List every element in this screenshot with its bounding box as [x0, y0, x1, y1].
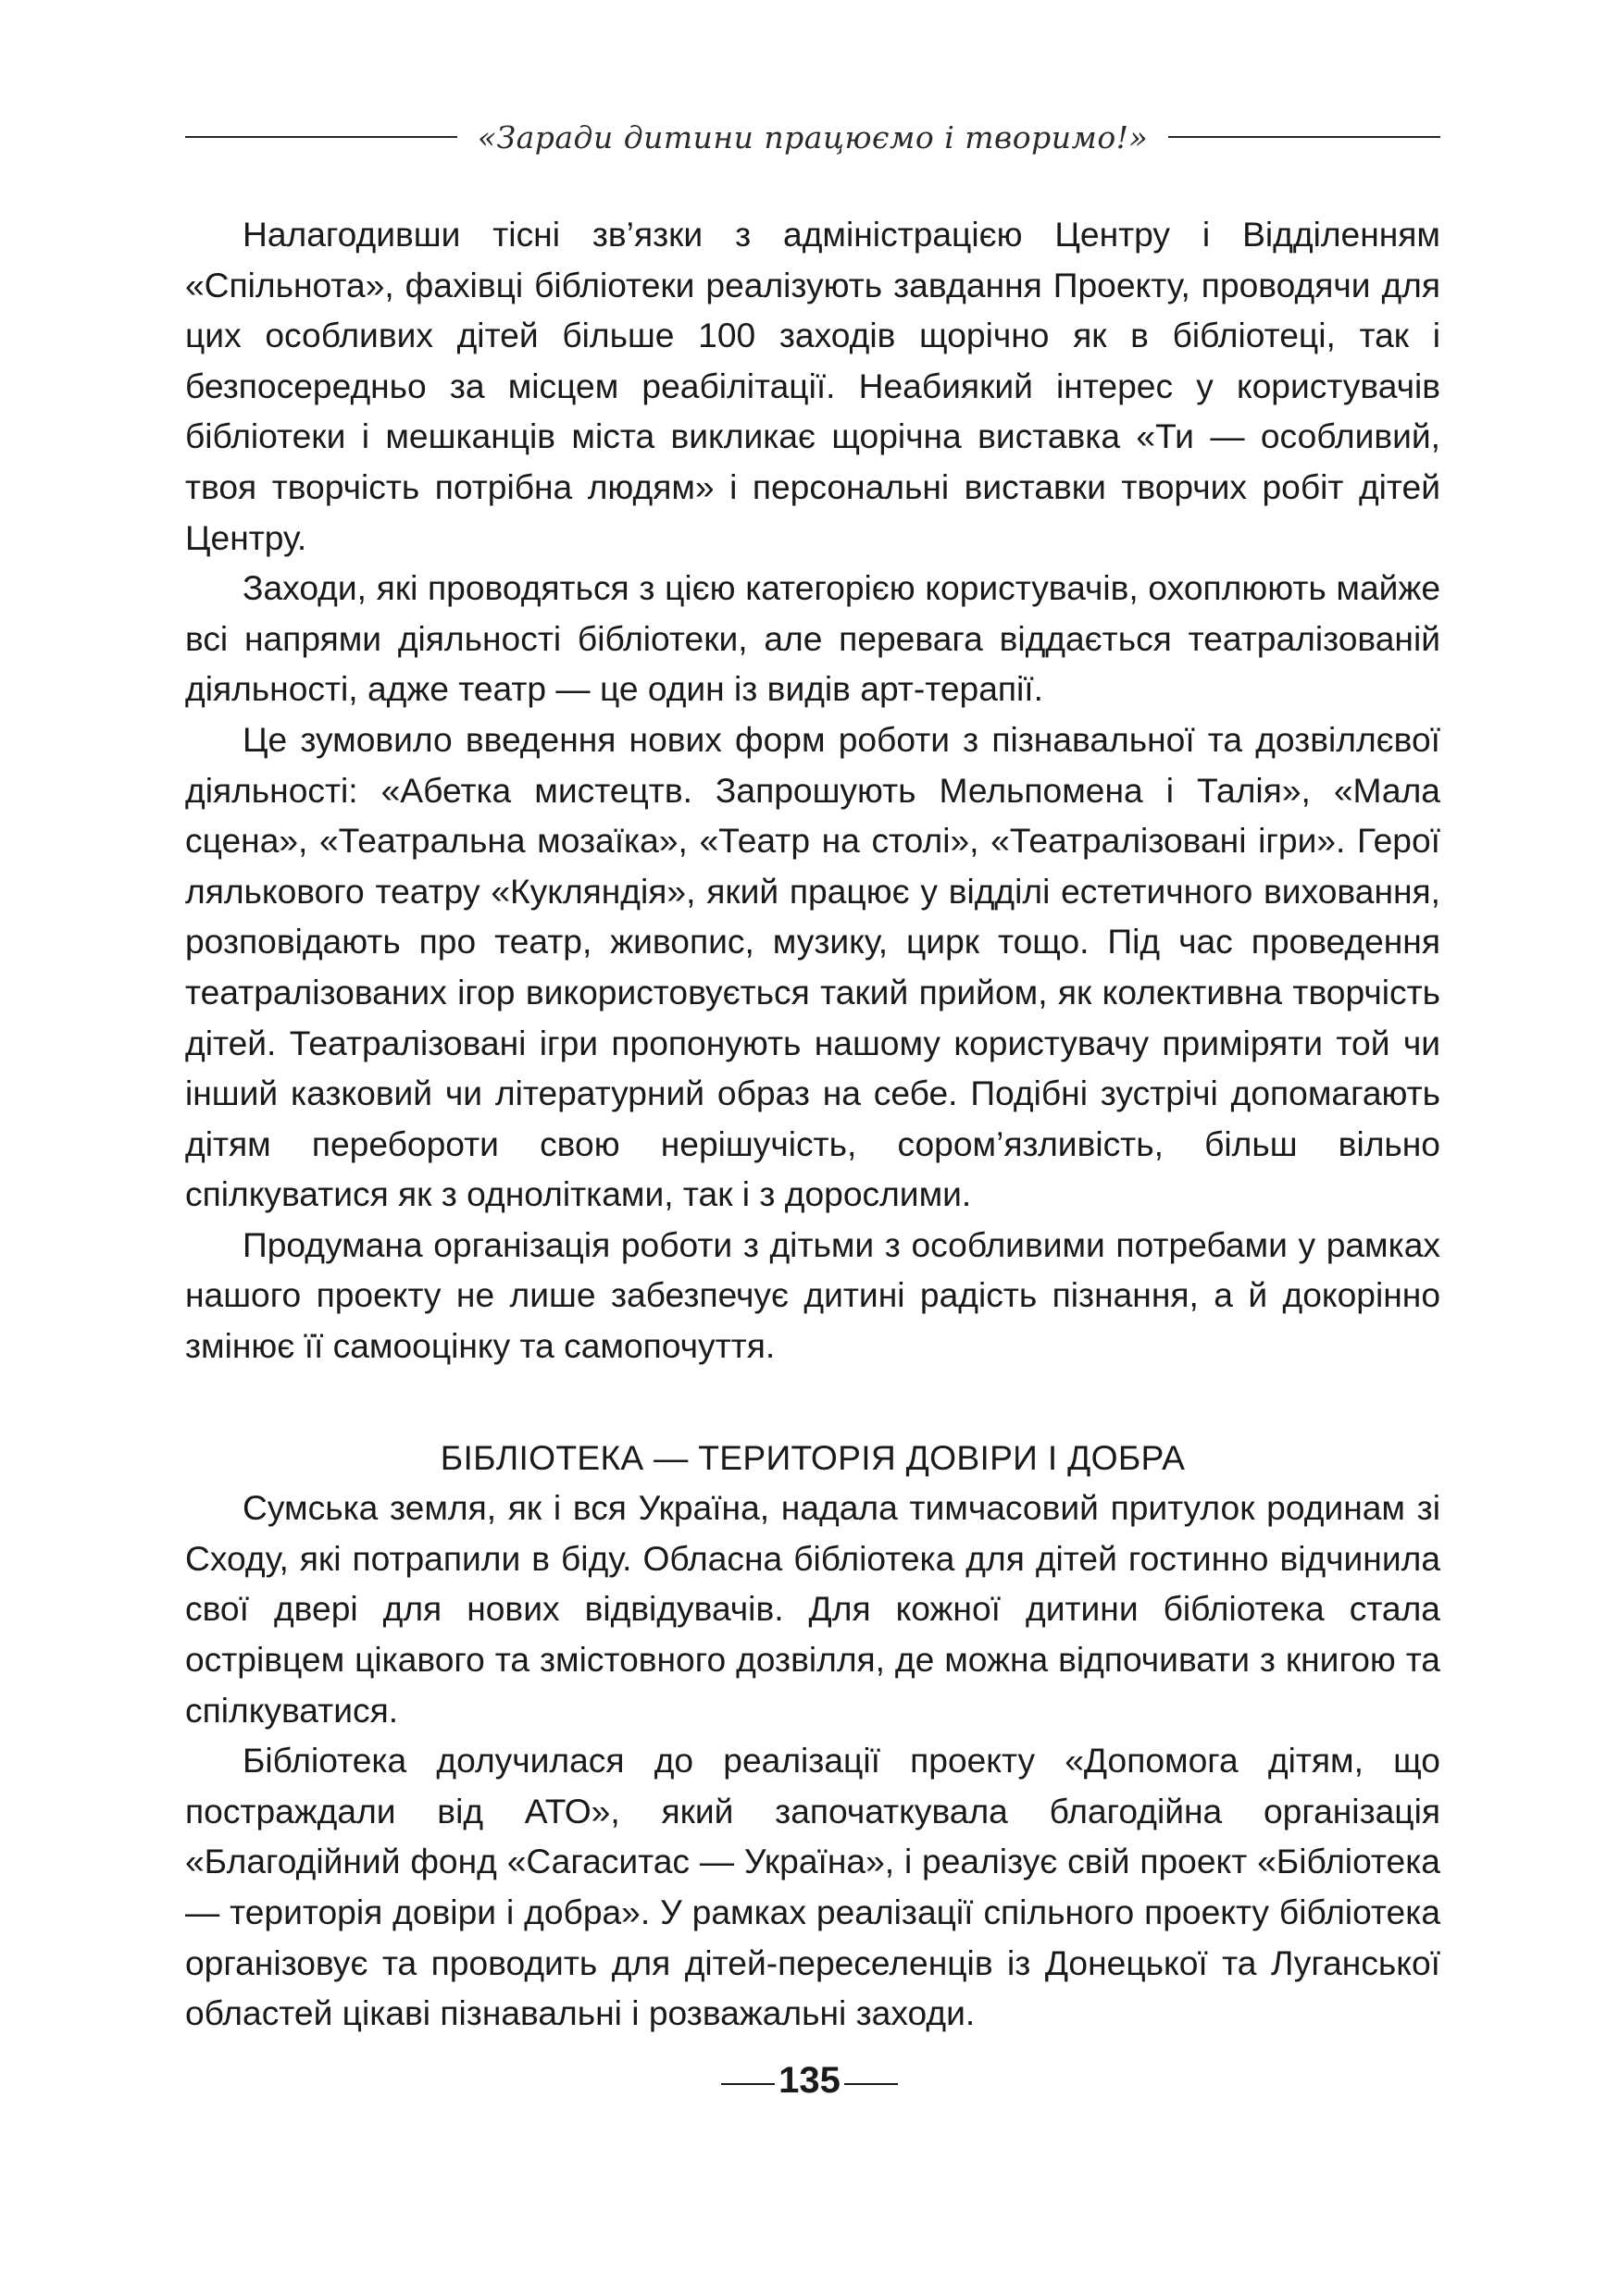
header-rule-right	[1168, 136, 1440, 138]
paragraph: Продумана організація роботи з дітьми з особливими потребами у рамках нашого проекту не лише забезпечує дитині радість пізнання, а й докорінно змінює її самооцінку та самопочуття.	[185, 1224, 1440, 1366]
section-heading: БІБЛІОТЕКА — ТЕРИТОРІЯ ДОВІРИ І ДОБРА	[440, 1437, 1186, 1477]
running-title: «Заради дитини працюємо і творимо!»	[477, 118, 1149, 155]
footer-dash-right	[844, 2083, 898, 2085]
page-footer	[0, 2053, 1619, 2108]
paragraph: Сумська земля, як і вся Україна, надала тимчасовий притулок родинам зі Сходу, які потрапили в біду. Обласна бібліотека для дітей гостинно відчинила свої двері для нових відвідувачів. Для кожної дитини бібліотека стала острівцем цікавого та змістовного дозвілля, де можна відпочивати з книгою та спілкуватися.	[185, 1488, 1440, 1730]
page-body	[185, 209, 1440, 2039]
footer-dash-left	[721, 2083, 775, 2085]
paragraph: Заходи, які проводяться з цією категорією користувачів, охоплюють майже всі напрями діяльності бібліотеки, але перевага віддається театралізованій діяльності, адже театр — це один із видів арт-терапії.	[185, 568, 1440, 709]
paragraph: Налагодивши тісні зв’язки з адміністрацією Центру і Відділенням «Спільнота», фахівці бібліотеки реалізують завдання Проекту, проводячи для цих особливих дітей більше 100 заходів щорічно як в бібліотеці, так і безпосередньо за місцем реабілітації. Неабиякий інтерес у користувачів бібліотеки і мешканців міста викликає щорічна виставка «Ти — особливий, твоя творчість потрібна людям» і персональні виставки творчих робіт дітей Центру.	[185, 215, 1440, 557]
paragraph: Бібліотека долучилася до реалізації проекту «Допомога дітям, що постраждали від АТО», який започаткувала благодійна організація «Благодійний фонд «Сагаситас — Україна», і реалізує свій проект «Бібліотека — територія довіри і добра». У рамках реалізації спільного проекту бібліотека організовує та проводить для дітей-переселенців із Донецької та Луганської областей цікаві пізнавальні і розважальні заходи.	[185, 1741, 1440, 2033]
paragraph: Це зумовило введення нових форм роботи з пізнавальної та дозвіллєвої діяльності: «Абетка мистецтв. Запрошують Мельпомена і Талія», «Мала сцена», «Театральна мозаїка», «Театр на столі», «Театралізовані ігри». Герої лялькового театру «Кукляндія», який працює у відділі естетичного виховання, розповідають про театр, живопис, музику, цирк тощо. Під час проведення театралізованих ігор використовується такий прийом, як колективна творчість дітей. Театралізовані ігри пропонують нашому користувачу приміряти той чи інший казковий чи літературний образ на себе. Подібні зустрічі допомагають дітям перебороти свою нерішучість, сором’язливість, більш вільно спілкуватися як з однолітками, так і з дорослими.	[185, 719, 1440, 1214]
running-header	[185, 109, 1440, 165]
page-number: 135	[778, 2059, 841, 2101]
header-rule-left	[185, 136, 457, 138]
